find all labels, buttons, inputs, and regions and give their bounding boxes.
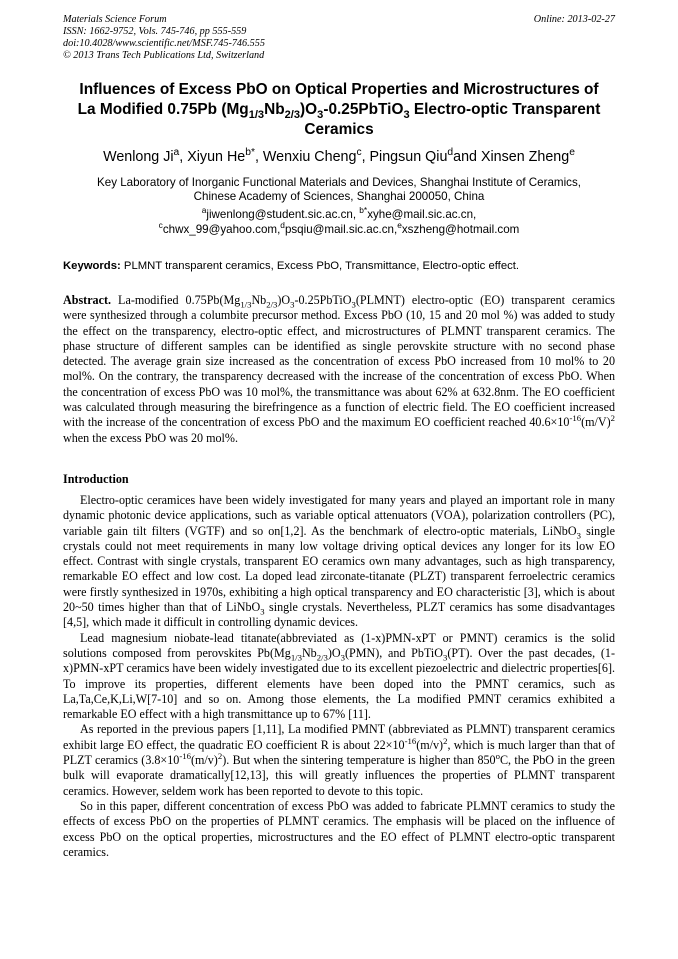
doi-line: doi:10.4028/www.scientific.net/MSF.745-746.555 [63, 38, 265, 49]
title-line-1: Influences of Excess PbO on Optical Properties and Microstructures of [79, 81, 599, 98]
author-emails [55, 207, 623, 237]
intro-paragraph-3 [63, 722, 615, 798]
superscript: 2 [443, 735, 448, 746]
subscript: 3 [260, 606, 265, 617]
affiliation-line-2: Chinese Academy of Sciences, Shanghai 200050, China [193, 190, 485, 203]
email-link[interactable]: xszheng@hotmail.com [401, 223, 520, 236]
copyright-line: © 2013 Trans Tech Publications Ltd, Switzerland [63, 50, 265, 61]
author-affil-mark: d [447, 147, 454, 159]
paragraph-text: single crystals could not meet requirements in many low voltage driving optical devices any longer for its low EO effect. Contrast with single crystals, transparent EO ceramics own many advantages, such as high transparency, remarkable EO effect and low cost. La doped lead zirconate-titanate (PLZT) transparent ferroelectric ceramics were firstly synthesized in 1970s, exhibiting a high optical transparency and EO characteristic [3], which is about 20~50 times higher than that of LiNbO [63, 523, 615, 615]
author-affil-mark: b* [245, 147, 255, 159]
email-mark: b* [359, 205, 368, 216]
paper-title [55, 80, 623, 140]
title-subscript: 1/3 [248, 109, 265, 122]
subscript: 1/3 [290, 652, 302, 663]
superscript: 2 [217, 751, 223, 762]
intro-paragraph-1 [63, 493, 615, 631]
author-name: and Xinsen Zheng [453, 149, 570, 165]
abstract-text: (PLMNT) electro-optic (EO) transparent ceramics were synthesized through a columbite precursor method. Excess PbO (10, 15 and 20 mol %) was added to study the effect on the transparency, electro-optic effect, and microstructures of PLMNT transparent ceramics. The phase structure of different samples can be identified as single perovskite structure with no second phase detected. The average grain size increased as the concentration of excess PbO increased from 10 mol% to 20 mol%. On the contrary, the transparency decreased with the increase of the concentration of excess PbO. When the concentration of excess PbO was 10 mol%, the transmittance was about 62% at 632.8nm. The EO coefficient was calculated through measuring the birefringence as a function of electric field. The EO coefficient increased with the increase of the concentration of excess PbO and the maximum EO coefficient reached 40.6×10 [63, 293, 615, 430]
keywords-label: Keywords: [63, 260, 121, 272]
author-list [55, 148, 623, 166]
abstract-subscript: 1/3 [240, 299, 252, 310]
paragraph-text: , which is much larger than that of PLZT ceramics (3.8×10 [63, 737, 616, 768]
subscript: 3 [443, 652, 448, 663]
title-line-3: Ceramics [304, 121, 374, 138]
author-affil-mark: a [173, 147, 180, 159]
paragraph-text: (PMN), and PbTiO [344, 645, 443, 660]
email-line-2 [55, 222, 623, 237]
title-text: Nb [264, 101, 285, 118]
paragraph-text: Electro-optic ceramices have been widely investigated for many years and played an important role in many dynamic photonic device applications, such as variable optical attenuators (VOA), polarization controllers (PC), variable gain tilt filters (VGTF) and so on[1,2]. As the benchmark of electro-optic materials, LiNbO [63, 493, 615, 538]
email-mark: c [158, 220, 163, 231]
email-line-1 [55, 207, 623, 222]
email-link[interactable]: chwx_99@yahoo.com, [162, 223, 281, 236]
title-subscript: 3 [403, 109, 410, 122]
paragraph-text: Lead magnesium niobate-lead titanate(abbreviated as (1-x)PMN-xPT or PMNT) ceramics is the solid solutions composed from perovskites Pb(Mg [63, 630, 615, 660]
title-text: )O [300, 101, 318, 118]
abstract-subscript: 2/3 [266, 299, 278, 310]
introduction-body [63, 493, 615, 860]
title-text: -0.25PbTiO [323, 101, 404, 118]
intro-paragraph-2 [63, 631, 615, 723]
abstract-superscript: -16 [569, 413, 582, 424]
journal-name: Materials Science Forum [63, 14, 167, 25]
title-text: La Modified 0.75Pb (Mg [77, 101, 249, 118]
paragraph-text: Nb [301, 645, 317, 660]
author-name: , Wenxiu Cheng [254, 149, 357, 165]
paragraph-text: (PT). Over the past decades, (1-x)PMN-xPT ceramics have been widely investigated due to its excellent piezoelectric and dielectric properties[6]. To improve its properties, different elements have been doped into the PMNT ceramics, such as La,Ta,Ce,K,Li,W[7-10] and so on. Among those elements, the La modified PMNT ceramics exhibited a remarkable EO effect with a high transmittance up to 67% [11]. [63, 645, 615, 722]
abstract-subscript: 3 [290, 299, 295, 310]
abstract-text: when the excess PbO was 20 mol%. [63, 430, 238, 445]
affiliation-line-1: Key Laboratory of Inorganic Functional Materials and Devices, Shanghai Institute of Ceramics, [97, 176, 581, 189]
abstract [63, 293, 615, 446]
paragraph-text: single crystals. Nevertheless, PLZT ceramics has some disadvantages [4,5], which made it difficult in controlling dynamic devices. [63, 600, 616, 630]
author-name: , Pingsun Qiu [361, 149, 448, 165]
email-mark: d [280, 220, 285, 231]
abstract-text: Nb [251, 293, 267, 307]
abstract-superscript: 2 [610, 413, 615, 424]
paragraph-text: )O [327, 645, 341, 660]
email-mark: a [201, 205, 207, 216]
abstract-text: )O [277, 293, 291, 307]
email-link[interactable]: jiwenlong@student.sic.ac.cn, [206, 208, 360, 221]
issn-line: ISSN: 1662-9752, Vols. 745-746, pp 555-559 [63, 26, 247, 37]
online-date: Online: 2013-02-27 [533, 14, 615, 25]
subscript: 3 [576, 530, 581, 540]
superscript: o [495, 751, 500, 762]
email-link[interactable]: psqiu@mail.sic.ac.cn, [284, 223, 398, 236]
subscript: 3 [340, 652, 345, 663]
keywords [63, 259, 619, 273]
author-name: Wenlong Ji [103, 149, 174, 165]
paragraph-text: ). But when the sintering temperature is higher than 850 [222, 753, 496, 768]
superscript: -16 [179, 751, 191, 762]
affiliation [55, 176, 623, 204]
paragraph-text: (m/v) [416, 737, 444, 752]
author-affil-mark: c [356, 147, 362, 159]
section-heading-introduction: Introduction [63, 472, 129, 486]
abstract-text: La-modified 0.75Pb(Mg [111, 293, 241, 307]
title-text: Electro-optic Transparent [409, 101, 601, 118]
superscript: -16 [404, 735, 417, 746]
keywords-text: PLMNT transparent ceramics, Excess PbO, Transmittance, Electro-optic effect. [120, 260, 520, 272]
author-affil-mark: e [569, 147, 575, 159]
abstract-subscript: 3 [351, 299, 356, 310]
journal-header [63, 14, 615, 62]
author-name: , Xiyun He [179, 149, 246, 165]
abstract-text: (m/V) [581, 415, 611, 430]
paragraph-text: As reported in the previous papers [1,11], La modified PMNT (abbreviated as PLMNT) transparent ceramics exhibit large EO effect, the quadratic EO coefficient R is about 22×10 [63, 722, 615, 752]
title-subscript: 3 [317, 109, 324, 122]
abstract-text: -0.25PbTiO [294, 293, 352, 307]
title-line-2 [55, 100, 623, 120]
abstract-label: Abstract. [63, 293, 112, 307]
email-link[interactable]: xyhe@mail.sic.ac.cn, [367, 208, 477, 221]
paragraph-text: (m/v) [190, 753, 218, 768]
email-mark: e [397, 220, 402, 231]
subscript: 2/3 [316, 652, 328, 663]
title-subscript: 2/3 [284, 109, 301, 122]
intro-paragraph-4: So in this paper, different concentration of excess PbO was added to fabricate PLMNT ceramics to study the effects of excess PbO on the properties of PLMNT ceramics. The emphasis will be placed on the influence of excess PbO on the optical properties, microstructures and the EO effect of PLMNT electro-optic transparent ceramics. [63, 798, 615, 859]
paragraph-text: C, the PbO in the green bulk will evaporate dramatically[12,13], this will greatly influences the properties of PLMNT transparent ceramics. However, seldem work has been reported to devote to this topic. [63, 753, 615, 798]
